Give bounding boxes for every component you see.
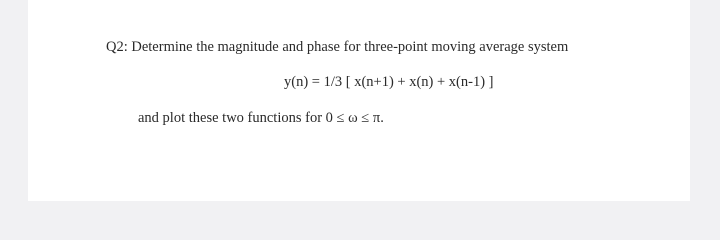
question-text: Q2: Determine the magnitude and phase for three-point moving average system	[106, 39, 569, 55]
document-page	[28, 0, 690, 201]
difference-equation: y(n) = 1/3 [ x(n+1) + x(n) + x(n-1) ]	[284, 74, 494, 90]
plot-instruction: and plot these two functions for 0 ≤ ω ≤ π.	[138, 110, 384, 126]
